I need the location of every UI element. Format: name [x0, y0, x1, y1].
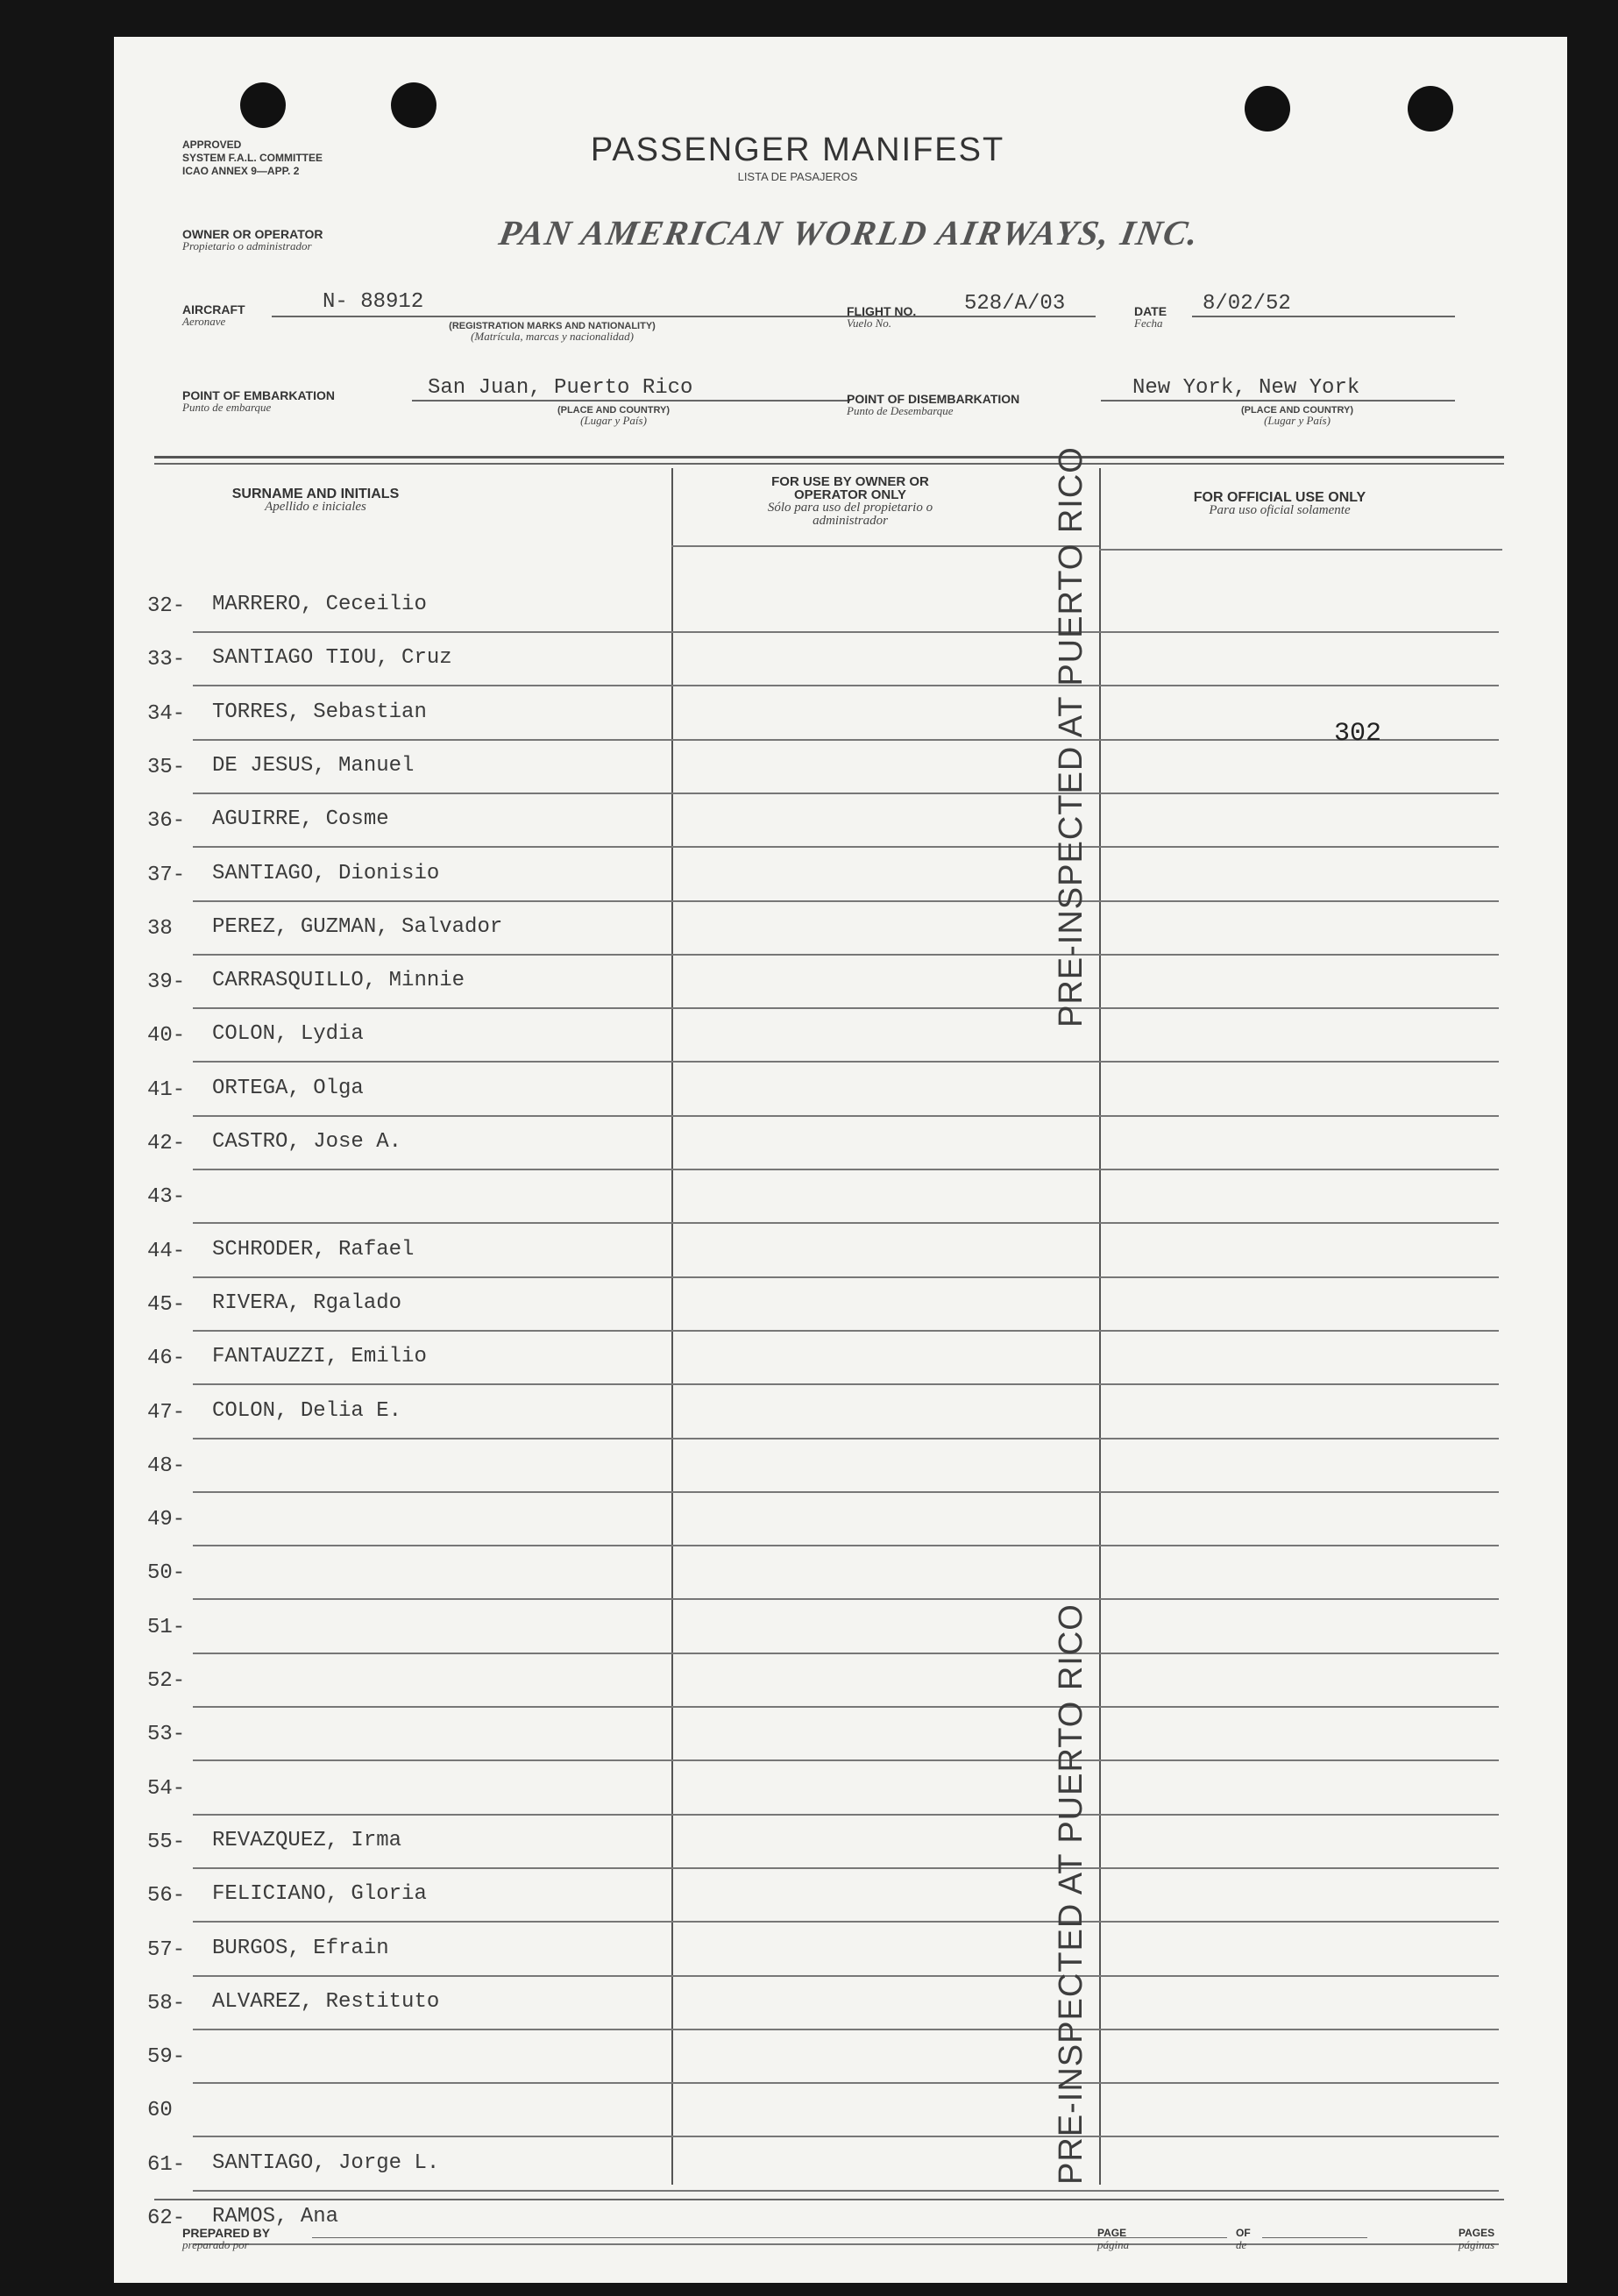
- aircraft-label-es: Aeronave: [182, 315, 226, 328]
- row-rule: [193, 685, 1499, 686]
- embark-place-note-es: (Lugar y País): [580, 414, 647, 427]
- row-rule: [193, 2136, 1499, 2137]
- passenger-name: SCHRODER, Rafael: [212, 1238, 415, 1262]
- row-number: 40-: [147, 1024, 186, 1048]
- row-rule: [193, 2190, 1499, 2192]
- manifest-sheet: [114, 37, 1567, 2283]
- header-separator-1: [154, 456, 1504, 458]
- passenger-name: PEREZ, GUZMAN, Salvador: [212, 915, 503, 939]
- registration-note-es: (Matrícula, marcas y nacionalidad): [471, 330, 634, 343]
- row-number: 47-: [147, 1401, 186, 1425]
- airline-name: PAN AMERICAN WORLD AIRWAYS, INC.: [496, 213, 1203, 252]
- prepared-label: PREPARED BY: [182, 2226, 271, 2240]
- row-rule: [193, 1276, 1499, 1278]
- header-bottom-rule-2: [1099, 549, 1502, 551]
- date-label: DATE: [1134, 304, 1167, 318]
- disembark-place-note-es: (Lugar y País): [1264, 414, 1331, 427]
- row-number: 36-: [147, 809, 186, 833]
- registration-note: [412, 321, 692, 343]
- aircraft-value: N- 88912: [323, 290, 424, 314]
- column-divider-2: [1099, 468, 1101, 2185]
- passenger-name: FELICIANO, Gloria: [212, 1882, 427, 1906]
- row-rule: [193, 1383, 1499, 1385]
- passenger-name: TORRES, Sebastian: [212, 700, 427, 724]
- flight-label: FLIGHT NO.: [847, 304, 917, 318]
- row-number: 32-: [147, 594, 186, 618]
- col-surname-sub: Apellido e iniciales: [265, 500, 366, 514]
- pages-label: PAGES: [1458, 2227, 1495, 2239]
- embark-place-note: [526, 405, 701, 427]
- row-rule: [193, 1706, 1499, 1708]
- embark-label: POINT OF EMBARKATION: [182, 388, 335, 402]
- page-label-es: página: [1097, 2238, 1130, 2251]
- row-number: 34-: [147, 702, 186, 726]
- date-underline: [1192, 316, 1455, 317]
- row-rule: [193, 1007, 1499, 1009]
- row-rule: [193, 1169, 1499, 1170]
- pages-label-es: páginas: [1458, 2238, 1495, 2251]
- of-label: OF: [1236, 2227, 1251, 2239]
- row-rule: [193, 846, 1499, 848]
- row-number: 54-: [147, 1777, 186, 1801]
- header-bottom-rule: [671, 545, 1099, 547]
- row-rule: [193, 1545, 1499, 1546]
- col-owner-header: [754, 475, 947, 528]
- row-number: 35-: [147, 756, 186, 779]
- passenger-name: MARRERO, Ceceilio: [212, 593, 427, 616]
- of-label-es: de: [1236, 2238, 1247, 2251]
- row-number: 44-: [147, 1240, 186, 1263]
- row-number: 57-: [147, 1938, 186, 1962]
- row-number: 43-: [147, 1185, 186, 1209]
- column-divider-1: [671, 468, 673, 2185]
- row-rule: [193, 739, 1499, 741]
- disembark-place-note-text: (PLACE AND COUNTRY): [1240, 405, 1354, 416]
- row-rule: [193, 793, 1499, 794]
- row-rule: [193, 1438, 1499, 1439]
- header-separator-2: [154, 463, 1504, 465]
- embark-place-note-text: (PLACE AND COUNTRY): [557, 405, 671, 416]
- row-number: 56-: [147, 1884, 186, 1908]
- col-surname-title: SURNAME AND INITIALS: [231, 487, 400, 501]
- passenger-name: DE JESUS, Manuel: [212, 754, 415, 778]
- row-rule: [193, 1921, 1499, 1923]
- official-use-number: 302: [1334, 719, 1382, 749]
- row-rule: [193, 1975, 1499, 1977]
- row-rule: [193, 1222, 1499, 1224]
- row-number: 45-: [147, 1293, 186, 1317]
- col-official-title: FOR OFFICIAL USE ONLY: [1193, 490, 1366, 505]
- passenger-name: SANTIAGO, Dionisio: [212, 862, 440, 885]
- punch-hole-4: [1408, 86, 1453, 132]
- page-label: PAGE: [1097, 2227, 1127, 2239]
- inspection-stamp-lower: [1045, 1396, 1097, 2185]
- row-number: 46-: [147, 1347, 186, 1370]
- row-rule: [193, 2029, 1499, 2030]
- row-number: 41-: [147, 1078, 186, 1102]
- passenger-name: AGUIRRE, Cosme: [212, 807, 389, 831]
- row-rule: [193, 1330, 1499, 1332]
- of-underline: [1262, 2237, 1367, 2238]
- passenger-name: ORTEGA, Olga: [212, 1077, 364, 1100]
- passenger-name: RIVERA, Rgalado: [212, 1291, 402, 1315]
- owner-label: OWNER OR OPERATOR: [182, 227, 323, 241]
- punch-hole-2: [391, 82, 436, 128]
- date-value: 8/02/52: [1203, 292, 1291, 316]
- row-rule: [193, 1814, 1499, 1816]
- passenger-name: CARRASQUILLO, Minnie: [212, 969, 465, 992]
- row-rule: [193, 954, 1499, 956]
- passenger-name: FANTAUZZI, Emilio: [212, 1345, 427, 1368]
- row-rule: [193, 631, 1499, 633]
- row-number: 55-: [147, 1830, 186, 1854]
- row-number: 42-: [147, 1132, 186, 1155]
- disembark-label-es: Punto de Desembarque: [847, 404, 954, 417]
- passenger-name: RAMOS, Ana: [212, 2205, 339, 2228]
- passenger-name: REVAZQUEZ, Irma: [212, 1829, 402, 1852]
- page-underline: [1148, 2237, 1227, 2238]
- col-official-sub: Para uso oficial solamente: [1209, 503, 1351, 517]
- row-rule: [193, 1491, 1499, 1493]
- owner-label-es: Propietario o administrador: [182, 239, 312, 252]
- row-number: 51-: [147, 1616, 186, 1639]
- disembark-label: POINT OF DISEMBARKATION: [847, 392, 1020, 406]
- prepared-label-es: preparado por: [182, 2238, 249, 2251]
- punch-hole-3: [1245, 86, 1290, 132]
- row-number: 53-: [147, 1723, 186, 1746]
- approved-line-1: APPROVED: [182, 139, 242, 151]
- row-number: 38: [147, 917, 173, 941]
- row-number: 39-: [147, 970, 186, 994]
- col-owner-title: FOR USE BY OWNER OR OPERATOR ONLY: [771, 474, 929, 502]
- disembark-place-note: [1210, 405, 1385, 427]
- inspection-stamp-upper: [1045, 238, 1097, 1027]
- passenger-name: CASTRO, Jose A.: [212, 1130, 402, 1154]
- page-subtitle: LISTA DE PASAJEROS: [737, 170, 858, 183]
- row-number: 61-: [147, 2153, 186, 2177]
- embark-underline: [412, 400, 850, 402]
- disembark-underline: [1101, 400, 1455, 402]
- row-number: 37-: [147, 864, 186, 887]
- row-number: 50-: [147, 1561, 186, 1585]
- passenger-name: COLON, Lydia: [212, 1022, 364, 1046]
- row-rule: [193, 2082, 1499, 2084]
- passenger-name: BURGOS, Efrain: [212, 1937, 389, 1960]
- passenger-name: SANTIAGO, Jorge L.: [212, 2151, 440, 2175]
- col-surname-header: [184, 487, 447, 514]
- approved-line-2: SYSTEM F.A.L. COMMITTEE: [182, 152, 323, 164]
- embark-label-es: Punto de embarque: [182, 401, 272, 414]
- passenger-name: ALVAREZ, Restituto: [212, 1990, 440, 2014]
- row-rule: [193, 900, 1499, 902]
- footer-rule: [154, 2199, 1504, 2200]
- row-number: 33-: [147, 648, 186, 672]
- page-title: PASSENGER MANIFEST: [590, 132, 1005, 168]
- inspection-stamp-lower-text: PRE-INSPECTED AT PUERTO RICO: [1053, 1603, 1089, 2185]
- date-label-es: Fecha: [1134, 316, 1163, 330]
- punch-hole-1: [240, 82, 286, 128]
- aircraft-label: AIRCRAFT: [182, 302, 245, 316]
- row-rule: [193, 1653, 1499, 1654]
- approved-line-3: ICAO ANNEX 9—APP. 2: [182, 165, 300, 177]
- row-number: 59-: [147, 2045, 186, 2069]
- row-number: 48-: [147, 1454, 186, 1478]
- row-number: 52-: [147, 1669, 186, 1693]
- row-rule: [193, 1867, 1499, 1869]
- disembark-value: New York, New York: [1132, 376, 1360, 400]
- row-rule: [193, 1759, 1499, 1761]
- row-number: 62-: [147, 2207, 186, 2230]
- inspection-stamp-upper-text: PRE-INSPECTED AT PUERTO RICO: [1053, 446, 1089, 1027]
- row-rule: [193, 1115, 1499, 1117]
- row-rule: [193, 2243, 1499, 2245]
- row-number: 60: [147, 2099, 173, 2122]
- row-rule: [193, 1598, 1499, 1600]
- row-number: 58-: [147, 1992, 186, 2015]
- col-official-header: [1166, 491, 1394, 517]
- flight-value: 528/A/03: [964, 292, 1066, 316]
- prepared-underline: [312, 2237, 1215, 2238]
- row-rule: [193, 1061, 1499, 1063]
- flight-label-es: Vuelo No.: [847, 316, 892, 330]
- row-number: 49-: [147, 1508, 186, 1532]
- registration-note-text: (REGISTRATION MARKS AND NATIONALITY): [449, 321, 656, 331]
- passenger-name: SANTIAGO TIOU, Cruz: [212, 646, 452, 670]
- embark-value: San Juan, Puerto Rico: [428, 376, 693, 400]
- passenger-name: COLON, Delia E.: [212, 1399, 402, 1423]
- col-owner-sub: Sólo para uso del propietario o administrador: [767, 501, 933, 528]
